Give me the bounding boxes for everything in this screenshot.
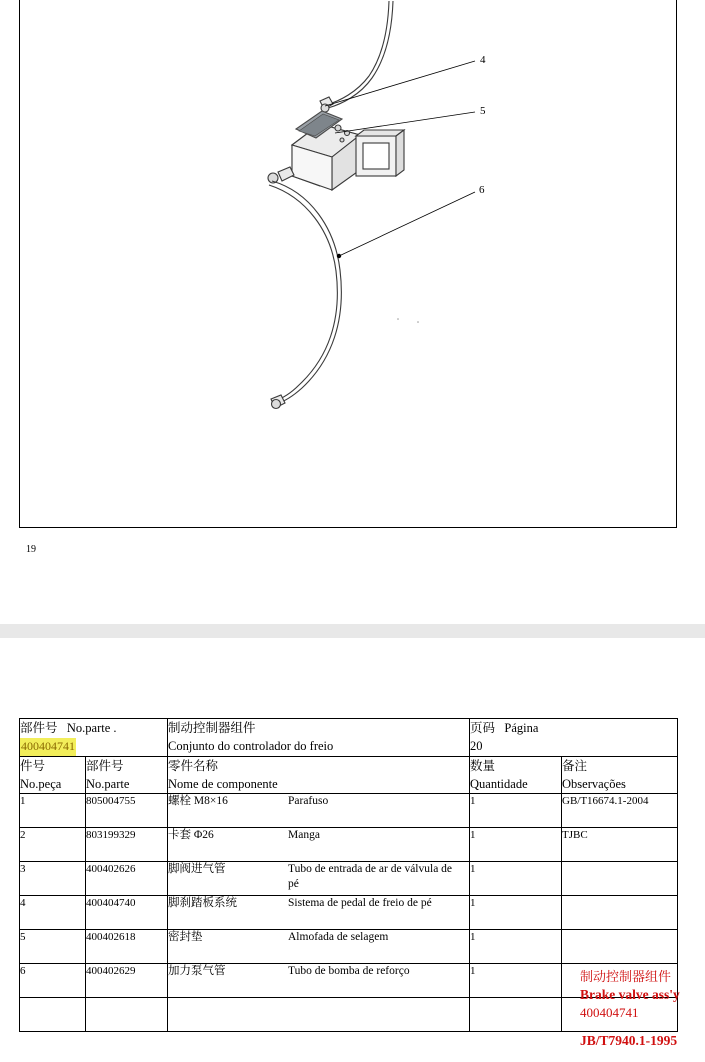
table-row bbox=[20, 793, 678, 827]
table-row bbox=[20, 929, 678, 963]
page-label-cn: 页码 bbox=[470, 721, 496, 735]
cell-obs bbox=[562, 929, 678, 963]
part-no-label-cn: 部件号 bbox=[20, 721, 58, 735]
cell-qty: 1 bbox=[470, 895, 562, 929]
cell-part-no: 400404740 bbox=[86, 895, 168, 929]
col-header-quantidade-cn: 数量 bbox=[470, 758, 496, 773]
table-row bbox=[20, 895, 678, 929]
annotation-standard: JB/T7940.1-1995 bbox=[580, 1033, 678, 1049]
cell-no: 4 bbox=[20, 895, 86, 929]
page-cell bbox=[470, 719, 678, 757]
cell-no: 1 bbox=[20, 793, 86, 827]
cell-name bbox=[168, 861, 470, 895]
col-header-observacoes-pt: Observações bbox=[562, 776, 626, 791]
cell-obs bbox=[562, 895, 678, 929]
col-header-no-peca-cn: 件号 bbox=[20, 758, 46, 773]
cell-qty: 1 bbox=[470, 827, 562, 861]
col-header-quantidade-pt: Quantidade bbox=[470, 776, 528, 791]
table-row-empty bbox=[20, 997, 678, 1031]
cell-name bbox=[168, 827, 470, 861]
cell-obs bbox=[562, 861, 678, 895]
col-header-quantidade bbox=[470, 756, 562, 793]
cell-obs: GB/T16674.1-2004 bbox=[562, 793, 678, 827]
cell-name-cn: 螺栓 M8×16 bbox=[168, 794, 228, 807]
cell-name-cn: 脚阀进气管 bbox=[168, 862, 226, 875]
assembly-name-pt: Conjunto do controlador do freio bbox=[168, 739, 334, 754]
col-header-nome-pt: Nome de componente bbox=[168, 776, 278, 791]
illustration-panel bbox=[19, 0, 677, 528]
col-header-nome bbox=[168, 756, 470, 793]
col-header-nome-cn: 零件名称 bbox=[168, 758, 219, 773]
col-header-no-peca-pt: No.peça bbox=[20, 776, 62, 791]
cell-qty bbox=[470, 997, 562, 1031]
assembly-drawing bbox=[20, 0, 676, 526]
cell-part-no: 805004755 bbox=[86, 793, 168, 827]
annotation-part-no: 400404741 bbox=[580, 1004, 639, 1020]
assembly-name-cn: 制动控制器组件 bbox=[168, 721, 256, 735]
cell-name-cn: 卡套 Φ26 bbox=[168, 828, 214, 841]
page-number-top: 19 bbox=[26, 544, 36, 555]
table-header-row bbox=[20, 756, 678, 793]
col-header-no-parte-cn: 部件号 bbox=[86, 758, 124, 773]
cell-no: 5 bbox=[20, 929, 86, 963]
section-separator bbox=[0, 624, 705, 638]
cell-no: 6 bbox=[20, 963, 86, 997]
cell-name bbox=[168, 895, 470, 929]
cell-name-cn: 密封垫 bbox=[168, 930, 203, 943]
part-no-label-pt: No.parte . bbox=[66, 721, 117, 735]
table-row bbox=[20, 963, 678, 997]
part-no-title-cell bbox=[20, 719, 168, 757]
col-header-observacoes-cn: 备注 bbox=[562, 758, 588, 773]
assembly-name-cell bbox=[168, 719, 470, 757]
cell-part-no: 803199329 bbox=[86, 827, 168, 861]
red-annotation bbox=[580, 968, 705, 1051]
col-header-observacoes bbox=[562, 756, 678, 793]
col-header-no-parte-pt: No.parte bbox=[86, 776, 130, 791]
cell-no: 3 bbox=[20, 861, 86, 895]
cell-name bbox=[168, 793, 470, 827]
cell-obs: TJBC bbox=[562, 827, 678, 861]
cell-name-pt: Tubo de bomba de reforço bbox=[288, 964, 410, 977]
part-no-value: 400404741 bbox=[20, 738, 76, 755]
cell-part-no: 400402618 bbox=[86, 929, 168, 963]
cell-name-pt: Sistema de pedal de freio de pé bbox=[288, 896, 432, 909]
cell-no: 2 bbox=[20, 827, 86, 861]
cell-name-cn: 脚刹踏板系统 bbox=[168, 896, 237, 909]
cell-qty: 1 bbox=[470, 793, 562, 827]
callout-6: 6 bbox=[479, 184, 485, 196]
cell-name-pt: Manga bbox=[288, 828, 320, 841]
cell-no bbox=[20, 997, 86, 1031]
page-value: 20 bbox=[470, 739, 483, 754]
col-header-no-peca bbox=[20, 756, 86, 793]
table-row bbox=[20, 827, 678, 861]
table-title-row bbox=[20, 719, 678, 757]
cell-name bbox=[168, 963, 470, 997]
page-label-pt: Página bbox=[504, 721, 539, 735]
parts-table-container bbox=[19, 718, 677, 1032]
annotation-line-en: Brake valve ass'y bbox=[580, 986, 680, 1002]
cell-name-pt: Tubo de entrada de ar de válvula de pé bbox=[288, 862, 453, 891]
annotation-line-cn: 制动控制器组件 bbox=[580, 969, 672, 984]
table-row bbox=[20, 861, 678, 895]
cell-qty: 1 bbox=[470, 929, 562, 963]
callout-4: 4 bbox=[480, 54, 486, 66]
cell-name-pt: Parafuso bbox=[288, 794, 329, 807]
cell-name bbox=[168, 929, 470, 963]
col-header-no-parte bbox=[86, 756, 168, 793]
cell-qty: 1 bbox=[470, 861, 562, 895]
cell-part-no bbox=[86, 997, 168, 1031]
cell-name-pt: Almofada de selagem bbox=[288, 930, 389, 943]
cell-part-no: 400402626 bbox=[86, 861, 168, 895]
callout-5: 5 bbox=[480, 105, 486, 117]
cell-part-no: 400402629 bbox=[86, 963, 168, 997]
cell-qty: 1 bbox=[470, 963, 562, 997]
cell-name bbox=[168, 997, 470, 1031]
cell-name-cn: 加力泵气管 bbox=[168, 964, 226, 977]
